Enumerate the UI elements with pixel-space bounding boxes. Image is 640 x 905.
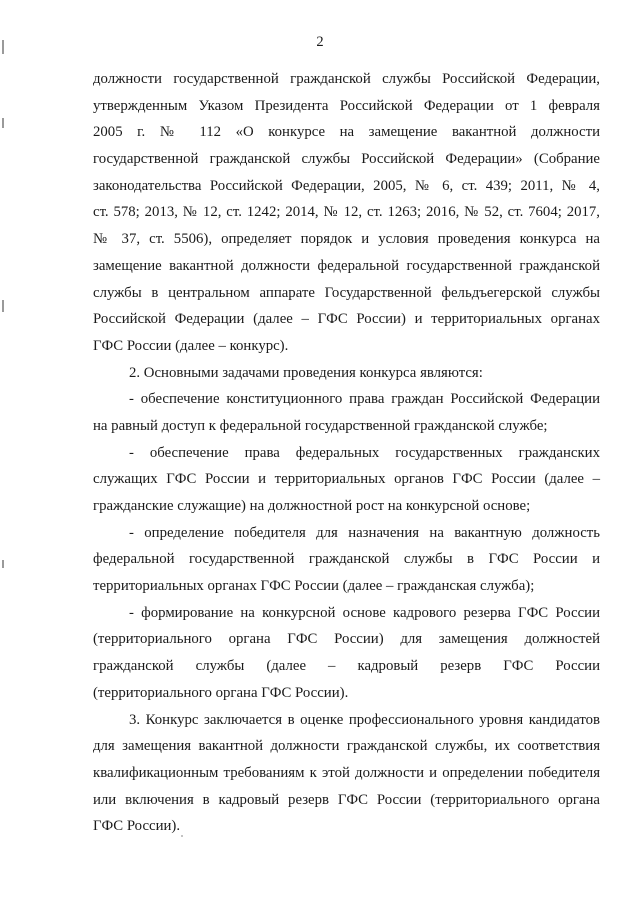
text-line: 2005 г. № 112 «О конкурсе на замещение вакантной должности — [93, 124, 600, 141]
text-line: для замещения вакантной должности гражданской службы, их соответствия — [93, 738, 600, 755]
document-body — [93, 66, 600, 840]
scan-edge-mark — [2, 560, 4, 568]
text-line: (территориального органа ГФС России) для замещения должностей — [93, 631, 600, 648]
text-line: или включения в кадровый резерв ГФС России (территориального органа — [93, 791, 600, 808]
text-line: Российской Федерации (далее – ГФС России) и территориальных органах — [93, 311, 600, 328]
text-line: - обеспечение конституционного права граждан Российской Федерации — [129, 391, 600, 408]
text-line: 2. Основными задачами проведения конкурса являются: — [129, 364, 483, 381]
text-line: гражданской службы (далее – кадровый резерв ГФС России — [93, 658, 600, 675]
text-line: - формирование на конкурсной основе кадрового резерва ГФС России — [129, 604, 600, 621]
text-line: государственной гражданской службы Российской Федерации» (Собрание — [93, 151, 600, 168]
scan-edge-mark — [2, 118, 4, 128]
text-line: федеральной государственной гражданской службы в ГФС России и — [93, 551, 600, 568]
scan-edge-mark — [2, 300, 4, 312]
text-line: - обеспечение права федеральных государственных гражданских — [129, 444, 600, 461]
text-line: утвержденным Указом Президента Российской Федерации от 1 февраля — [93, 97, 600, 114]
text-line: квалификационным требованиям к этой должности и определении победителя — [93, 764, 600, 781]
text-line: на равный доступ к федеральной государственной гражданской службе; — [93, 417, 548, 434]
text-line: территориальных органах ГФС России (далее – гражданская служба); — [93, 578, 535, 595]
text-line: - определение победителя для назначения на вакантную должность — [129, 524, 600, 541]
page-number: 2 — [316, 34, 324, 50]
text-line: служащих ГФС России и территориальных органов ГФС России (далее – — [93, 471, 600, 488]
text-line: гражданские служащие) на должностной рост на конкурсной основе; — [93, 498, 531, 514]
text-line: ГФС России). — [93, 818, 181, 835]
text-line: замещение вакантной должности федеральной государственной гражданской — [93, 257, 600, 274]
text-line: должности государственной гражданской службы Российской Федерации, — [93, 71, 600, 87]
text-line: № 37, ст. 5506), определяет порядок и условия проведения конкурса на — [93, 231, 600, 248]
text-line: ГФС России (далее – конкурс). — [93, 337, 289, 354]
text-line: законодательства Российской Федерации, 2005, № 6, ст. 439; 2011, № 4, — [93, 177, 600, 194]
text-line: (территориального органа ГФС России). — [93, 684, 349, 701]
text-line: службы в центральном аппарате Государственной фельдъегерской службы — [93, 284, 600, 301]
text-line: 3. Конкурс заключается в оценке профессионального уровня кандидатов — [129, 711, 600, 728]
text-line: ст. 578; 2013, № 12, ст. 1242; 2014, № 12, ст. 1263; 2016, № 52, ст. 7604; 2017, — [93, 204, 600, 221]
